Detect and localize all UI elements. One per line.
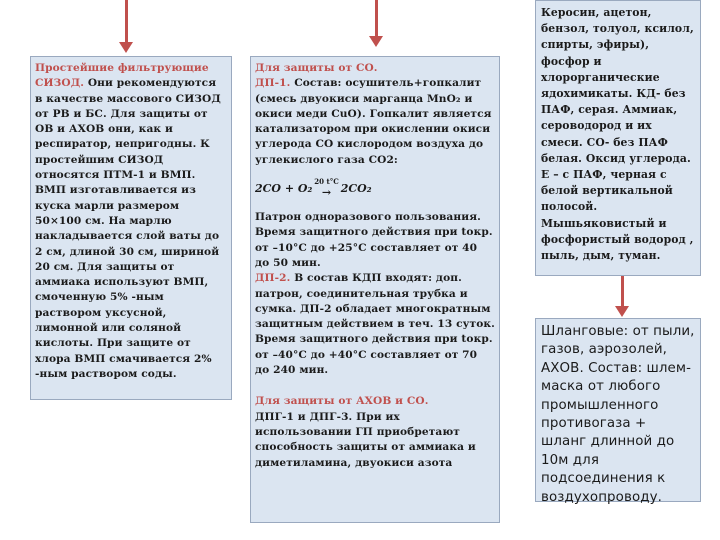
arrow-right-head	[615, 306, 629, 317]
dp2-label: ДП-2.	[255, 272, 291, 285]
dp1-label: ДП-1.	[255, 77, 291, 90]
arrow-left-line	[125, 0, 128, 44]
box-filter-classes	[535, 0, 701, 276]
box-simplest-filters	[30, 56, 232, 400]
dp2-paragraph	[255, 271, 495, 378]
formula-arrow: →	[321, 185, 332, 199]
simplest-filters-body: Они рекомендуются в качестве массового СИЗОД от РВ и БС. Для защиты от ОВ и АХОВ они, как и респиратор, непригодны. К простейшим СИЗОД относятся ПТМ-1 и ВМП. ВМП изготавливается из куска марли размером 50×100 см. На марлю накладывается слой ваты до 2 см, длиной 30 см, шириной 20 см. Для защиты от аммиака используют ВМП, смоченную 5% -ным раствором уксусной, лимонной или соляной кислоты. При защите от хлора ВМП смачивается 2% -ным раствором соды.	[35, 77, 221, 380]
formula-reactants: 2CO + O₂	[255, 181, 313, 195]
reaction-formula	[255, 174, 495, 202]
box-hose-gas-masks	[535, 318, 701, 505]
formula-product: 2CO₂	[340, 181, 372, 195]
cartridge-text: Патрон одноразового пользования. Время защитного действия при tокр. от –10°С до +25°С составляет от 40 до 50 мин.	[255, 211, 493, 269]
simplest-filters-text	[35, 61, 227, 382]
simplest-filters-title: Простейшие фильтрующие СИЗОД.	[35, 62, 209, 90]
box-co-protection	[250, 56, 500, 523]
dp1-paragraph	[255, 76, 495, 168]
arrow-middle-head	[369, 36, 383, 47]
ahov-text: ДПГ-1 и ДПГ-3. При их использовании ГП приобретают способность защиты от аммиака и диметиламина, двуокиси азота	[255, 410, 476, 469]
arrow-middle-line	[375, 0, 378, 38]
arrow-left-head	[119, 42, 133, 53]
formula-condition: 20 t°C	[314, 176, 339, 186]
dp1-text: Состав: осушитель+гопкалит (смесь двуокиси марганца MnO₂ и окиси меди CuO). Гопкалит является катализатором при окислении окиси углерода СО кислородом воздуха до углекислого газа СО2:	[255, 77, 492, 166]
co-protection-title: Для защиты от СО.	[255, 62, 378, 74]
dp2-text: В состав КДП входят: доп. патрон, соединительная трубка и сумка. ДП-2 обладает многократным защитным действием в теч. 13 суток. Время защитного действия при tокр. от –40°С до +40°С составляет от 70 до 240 мин.	[255, 272, 495, 377]
formula-arrow-group	[314, 178, 338, 199]
filter-classes-text: Керосин, ацетон, бензол, толуол, ксилол, спирты, эфиры), фосфор и хлорорганические ядохимикаты. КД- без ПАФ, серая. Аммиак, сероводород и их смеси. СО- без ПАФ белая. Оксид углерода. Е – с ПАФ, черная с белой вертикальной полосой. Мышьяковистый и фосфористый водород , пыль, дым, туман.	[541, 6, 694, 263]
hose-gas-masks-text: Шланговые: от пыли, газов, аэрозолей, АХОВ. Состав: шлем-маска от любого промышленного противогаза + шланг длинной до 10м для подсоединения к воздухопроводу.	[541, 324, 695, 505]
ahov-title: Для защиты от АХОВ и СО.	[255, 395, 429, 408]
arrow-right-line	[621, 276, 624, 308]
